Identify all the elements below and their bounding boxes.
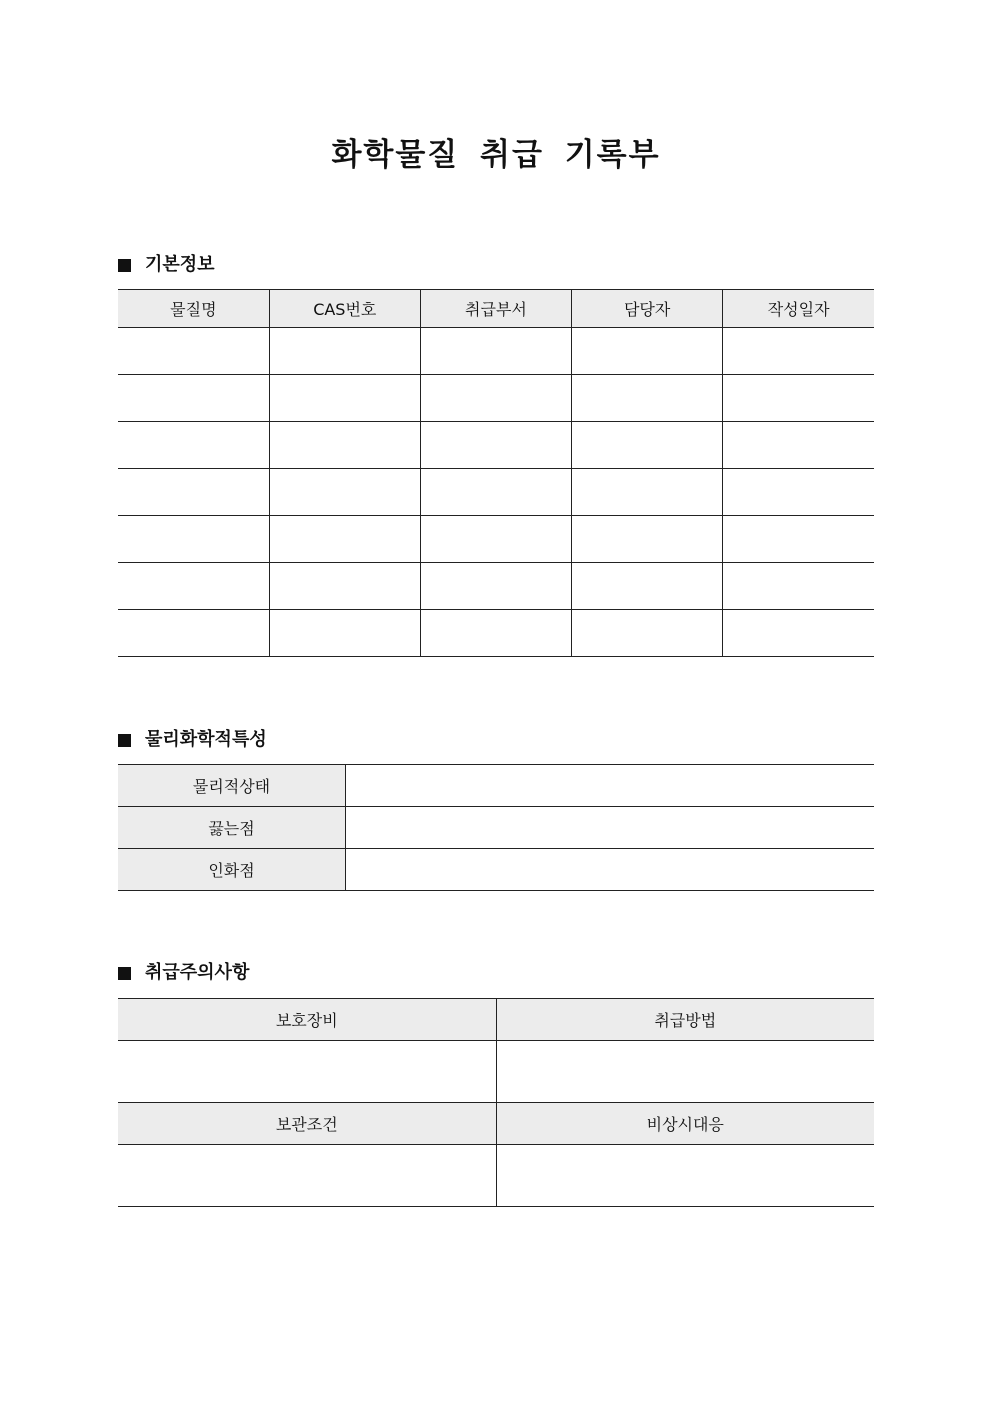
table-cell[interactable]	[118, 328, 269, 375]
table-cell[interactable]	[118, 516, 269, 563]
table-header-row	[118, 999, 874, 1041]
table-cell[interactable]	[269, 422, 420, 469]
physical-state-value[interactable]	[346, 765, 875, 807]
table-cell[interactable]	[723, 469, 874, 516]
boiling-point-label: 끓는점	[118, 807, 346, 849]
column-header-person-in-charge: 담당자	[572, 290, 723, 328]
flash-point-value[interactable]	[346, 849, 875, 891]
flash-point-label: 인화점	[118, 849, 346, 891]
table-header-row	[118, 290, 874, 328]
column-header-department: 취급부서	[420, 290, 571, 328]
protective-equipment-value[interactable]	[118, 1041, 496, 1103]
column-header-date: 작성일자	[723, 290, 874, 328]
section-heading-basic-info	[118, 252, 215, 278]
table-row	[118, 765, 874, 807]
section-heading-label: 취급주의사항	[145, 962, 250, 983]
handling-precautions-table	[118, 998, 874, 1207]
physchem-table	[118, 764, 874, 891]
table-cell[interactable]	[420, 563, 571, 610]
section-heading-label: 기본정보	[145, 254, 215, 275]
table-cell[interactable]	[269, 469, 420, 516]
column-header-cas-number: CAS번호	[269, 290, 420, 328]
boiling-point-value[interactable]	[346, 807, 875, 849]
handling-method-label: 취급방법	[496, 999, 874, 1041]
column-header-substance-name: 물질명	[118, 290, 269, 328]
table-cell[interactable]	[269, 328, 420, 375]
table-row	[118, 328, 874, 375]
table-cell[interactable]	[269, 563, 420, 610]
emergency-response-value[interactable]	[496, 1145, 874, 1207]
table-row	[118, 469, 874, 516]
table-row	[118, 1041, 874, 1103]
emergency-response-label: 비상시대응	[496, 1103, 874, 1145]
section-heading-physchem	[118, 727, 267, 753]
square-bullet-icon	[118, 259, 131, 272]
section-heading-label: 물리화학적특성	[145, 729, 267, 750]
table-cell[interactable]	[269, 610, 420, 657]
table-header-row	[118, 1103, 874, 1145]
table-row	[118, 610, 874, 657]
table-cell[interactable]	[118, 375, 269, 422]
table-cell[interactable]	[572, 563, 723, 610]
table-cell[interactable]	[723, 563, 874, 610]
table-cell[interactable]	[572, 375, 723, 422]
table-cell[interactable]	[723, 375, 874, 422]
basic-info-table	[118, 289, 874, 657]
handling-method-value[interactable]	[496, 1041, 874, 1103]
table-cell[interactable]	[572, 516, 723, 563]
section-heading-handling	[118, 960, 249, 986]
table-row	[118, 375, 874, 422]
protective-equipment-label: 보호장비	[118, 999, 496, 1041]
square-bullet-icon	[118, 967, 131, 980]
table-cell[interactable]	[572, 422, 723, 469]
table-cell[interactable]	[269, 375, 420, 422]
table-cell[interactable]	[420, 469, 571, 516]
table-cell[interactable]	[420, 422, 571, 469]
table-cell[interactable]	[420, 375, 571, 422]
table-cell[interactable]	[723, 328, 874, 375]
storage-conditions-label: 보관조건	[118, 1103, 496, 1145]
storage-conditions-value[interactable]	[118, 1145, 496, 1207]
table-cell[interactable]	[572, 610, 723, 657]
table-row	[118, 1145, 874, 1207]
table-cell[interactable]	[572, 469, 723, 516]
table-cell[interactable]	[420, 516, 571, 563]
table-cell[interactable]	[118, 422, 269, 469]
table-cell[interactable]	[269, 516, 420, 563]
square-bullet-icon	[118, 734, 131, 747]
table-row	[118, 516, 874, 563]
table-cell[interactable]	[572, 328, 723, 375]
table-cell[interactable]	[118, 563, 269, 610]
table-cell[interactable]	[723, 610, 874, 657]
table-cell[interactable]	[118, 469, 269, 516]
table-cell[interactable]	[420, 610, 571, 657]
table-row	[118, 849, 874, 891]
table-cell[interactable]	[420, 328, 571, 375]
page-title: 화학물질 취급 기록부	[331, 137, 661, 173]
table-cell[interactable]	[118, 610, 269, 657]
table-row	[118, 563, 874, 610]
table-cell[interactable]	[723, 516, 874, 563]
physical-state-label: 물리적상태	[118, 765, 346, 807]
table-row	[118, 807, 874, 849]
table-row	[118, 422, 874, 469]
table-cell[interactable]	[723, 422, 874, 469]
